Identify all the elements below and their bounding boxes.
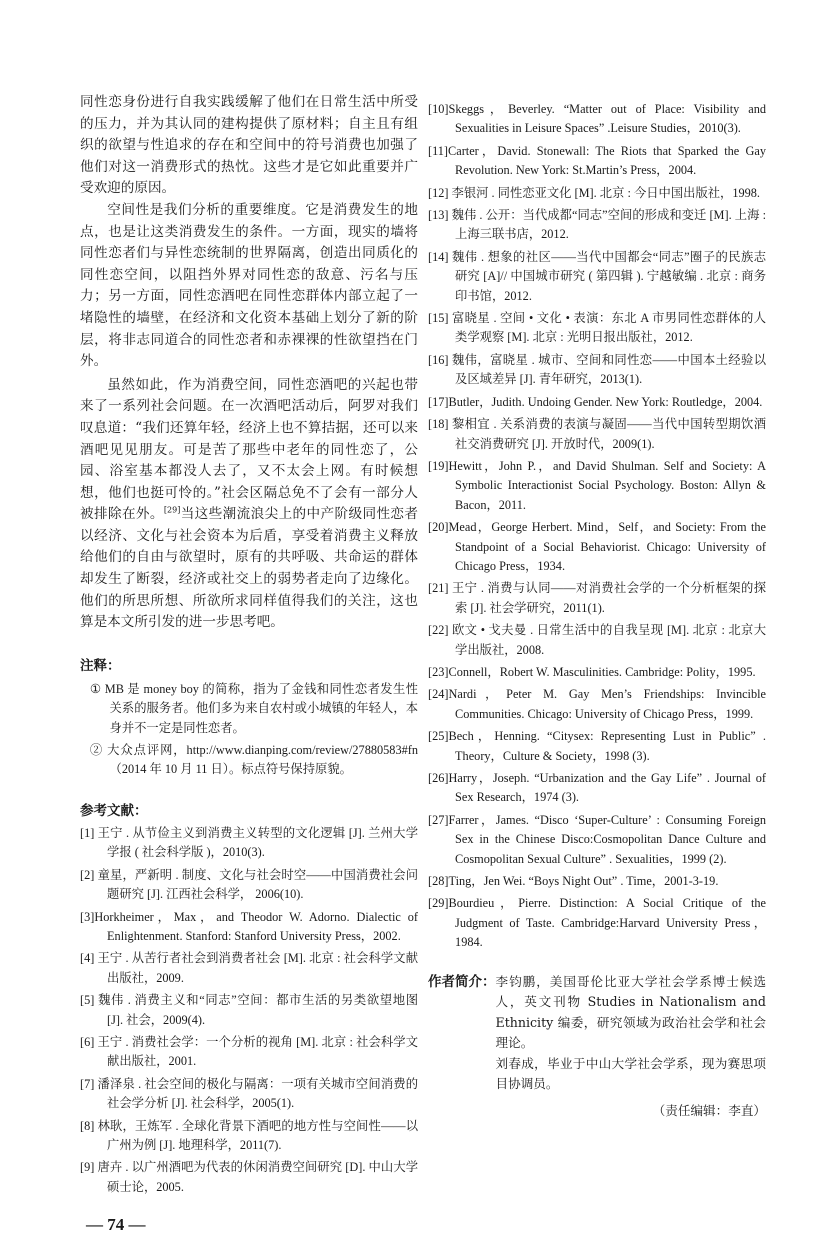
reference-item: [13] 魏伟 . 公开：当代成都“同志”空间的形成和变迁 [M]. 上海 : 上海三联书店，2012. bbox=[428, 208, 766, 242]
references-right bbox=[428, 100, 766, 956]
responsible-editor: （责任编辑：李直） bbox=[652, 1102, 766, 1118]
reference-item: [7] 潘泽泉 . 社会空间的极化与隔离：一项有关城市空间消费的社会学分析 [J]. 社会科学，2005(1). bbox=[80, 1076, 418, 1111]
reference-item: [3]Horkheimer，Max，and Theodor W. Adorno. Dialectic of Enlightenment. Stanford: Stanford University Press，2002. bbox=[80, 909, 418, 943]
author-bio bbox=[428, 972, 766, 1095]
reference-item: [18] 黎相宜 . 关系消费的表演与凝固——当代中国转型期饮酒社交消费研究 [J]. 开放时代，2009(1). bbox=[428, 417, 766, 451]
reference-item: [17]Butler，Judith. Undoing Gender. New York: Routledge，2004. bbox=[428, 394, 763, 409]
page-number: — 74 — bbox=[86, 1215, 146, 1235]
notes-section bbox=[80, 656, 418, 783]
paragraph-3 bbox=[80, 375, 418, 634]
reference-item: [24]Nardi，Peter M. Gay Men’s Friendships: Invincible Communities. Chicago: University of Chicago Press，1999. bbox=[428, 687, 766, 721]
reference-item: [4] 王宁 . 从苦行者社会到消费者社会 [M]. 北京 : 社会科学文献出版社，2009. bbox=[80, 951, 418, 985]
reference-item: [28]Ting，Jen Wei. “Boys Night Out” . Time，2001-3-19. bbox=[428, 874, 719, 889]
references-left bbox=[80, 801, 418, 1200]
reference-item: [1] 王宁 . 从节俭主义到消费主义转型的文化逻辑 [J]. 兰州大学学报 ( 社会科学版 )，2010(3). bbox=[80, 825, 418, 860]
note-item: ① MB 是 money boy 的简称，指为了金钱和同性恋者发生性关系的服务者。他们多为来自农村或小城镇的年轻人，本身并不一定是同性恋者。 bbox=[89, 681, 418, 735]
reference-item: [10]Skeggs，Beverley. “Matter out of Place: Visibility and Sexualities in Leisure Spaces” .Leisure Studies，2010(3). bbox=[428, 102, 766, 136]
reference-item: [21] 王宁 . 消费与认同——对消费社会学的一个分析框架的探索 [J]. 社会学研究，2011(1). bbox=[428, 581, 766, 615]
reference-item: [20]Mead，George Herbert. Mind，Self，and Society: From the Standpoint of a Social Behaviorist. Chicago: University of Chicago Press，1934. bbox=[428, 520, 766, 573]
reference-item: [9] 唐卉 . 以广州酒吧为代表的休闲消费空间研究 [D]. 中山大学硕士论，2005. bbox=[80, 1160, 418, 1194]
left-column bbox=[80, 92, 418, 1236]
reference-item: [15] 富晓星 . 空间 • 文化 • 表演：东北 A 市男同性恋群体的人类学观察 [M]. 北京 : 光明日报出版社，2012. bbox=[428, 311, 766, 345]
reference-item: [12] 李银河 . 同性恋亚文化 [M]. 北京 : 今日中国出版社，1998. bbox=[428, 185, 761, 200]
notes-heading: 注释： bbox=[80, 657, 121, 674]
reference-item: [27]Farrer，James. “Disco ‘Super-Culture’ : Consuming Foreign Sex in the Chinese Disco:Cosmopolitan Dance Culture and Cosmopolitan Sexual Culture” . Sexualities，1999 (2). bbox=[428, 812, 766, 866]
author-bio-2: 刘春成，毕业于中山大学社会学系，现为赛思项目协调员。 bbox=[495, 1055, 766, 1092]
reference-item: [16] 魏伟，富晓星 . 城市、空间和同性恋——中国本土经验以及区域差异 [J]. 青年研究，2013(1). bbox=[428, 352, 766, 387]
body-text bbox=[80, 92, 418, 634]
reference-item: [29]Bourdieu，Pierre. Distinction: A Social Critique of the Judgment of Taste. Cambridge:Harvard University Press，1984. bbox=[428, 896, 766, 950]
reference-item: [26]Harry，Joseph. “Urbanization and the Gay Life” . Journal of Sex Research，1974 (3). bbox=[428, 771, 766, 805]
reference-item: [6] 王宁 . 消费社会学：一个分析的视角 [M]. 北京 : 社会科学文献出版社，2001. bbox=[80, 1034, 418, 1069]
reference-item: [2] 童星，严新明 . 制度、文化与社会时空——中国消费社会问题研究 [J]. 江西社会科学， 2006(10). bbox=[80, 867, 418, 902]
reference-item: [11]Carter，David. Stonewall: The Riots that Sparked the Gay Revolution. New York: St.Martin’s Press，2004. bbox=[428, 143, 766, 178]
paragraph-3-part-2: 当这些潮流浪尖上的中产阶级同性恋者以经济、文化与社会资本为后盾，享受着消费主义释放给他们的自由与欲望时，原有的共呼吸、共命运的群体却发生了断裂，经济或社交上的弱势者走向了边缘化。他们的所思所想、所欲所求同样值得我们的关注，这也算是本文所引发的进一步思考吧。 bbox=[80, 506, 418, 631]
reference-item: [14] 魏伟 . 想象的社区——当代中国都会“同志”圈子的民族志研究 [A]// 中国城市研究 ( 第四辑 ). 宁越敏编 . 北京 : 商务印书馆，2012. bbox=[428, 249, 766, 303]
paragraph-1: 同性恋身份进行自我实践缓解了他们在日常生活中所受的压力，并为其认同的建构提供了原材料；自主且有组织的欲望与性追求的存在和空间中的符号消费也加强了他们对这一消费形式的热忱。这些才是它如此重要并广受欢迎的原因。 bbox=[80, 94, 418, 197]
author-bio-label: 作者简介： bbox=[428, 973, 496, 990]
reference-item: [25]Bech，Henning. “Citysex: Representing Lust in Public” . Theory，Culture & Society，1998 (3). bbox=[428, 729, 766, 763]
reference-item: [22] 欧文 • 戈夫曼 . 日常生活中的自我呈现 [M]. 北京 : 北京大学出版社，2008. bbox=[428, 623, 766, 657]
reference-item: [5] 魏伟 . 消费主义和“同志”空间：都市生活的另类欲望地图 [J]. 社会，2009(4). bbox=[80, 993, 418, 1027]
references-heading: 参考文献： bbox=[80, 802, 148, 819]
paragraph-3-part-1: 虽然如此，作为消费空间，同性恋酒吧的兴起也带来了一系列社会问题。在一次酒吧活动后，阿罗对我们叹息道：“我们还算年轻，经济上也不算拮据，还可以来酒吧见见朋友。可是苦了那些中老年的同性恋了，公园、浴室基本都没人去了，又不太会上网。有时候想想，他们也挺可怜的。”社会区隔总免不了会有一部分人被排除在外。 bbox=[80, 376, 418, 523]
note-item: ② 大众点评网，http://www.dianping.com/review/27880583#fn（2014 年 10 月 11 日）。标点符号保持原貌。 bbox=[89, 743, 418, 777]
author-bio-1: 李钧鹏，美国哥伦比亚大学社会学系博士候选人，英文刊物 Studies in Nationalism and Ethnicity 编委，研究领域为政治社会学和社会理论。 bbox=[495, 973, 766, 1051]
reference-item: [19]Hewitt，John P.，and David Shulman. Self and Society: A Symbolic Interactionist Social Psychology. Boston: Allyn & Bacon，2011. bbox=[428, 458, 766, 512]
reference-item: [23]Connell，Robert W. Masculinities. Cambridge: Polity，1995. bbox=[428, 664, 756, 679]
citation-29[interactable]: [29] bbox=[163, 505, 181, 515]
paragraph-2: 空间性是我们分析的重要维度。它是消费发生的地点，也是让这类消费发生的条件。一方面，现实的墙将同性恋者们与异性恋统制的世界隔离，创造出同质化的同性恋空间，以阻挡外界对同性恋的敌意、污名与压力；另一方面，同性恋酒吧在同性恋群体内部立起了一堵隐性的墙壁，在经济和文化资本基础上划分了新的阶层，将非志同道合的同性恋者和赤裸裸的性欲望挡在门外。 bbox=[80, 201, 418, 370]
reference-item: [8] 林耿，王炼军 . 全球化背景下酒吧的地方性与空间性——以广州为例 [J]. 地理科学，2011(7). bbox=[80, 1118, 418, 1152]
right-column bbox=[428, 100, 766, 1121]
